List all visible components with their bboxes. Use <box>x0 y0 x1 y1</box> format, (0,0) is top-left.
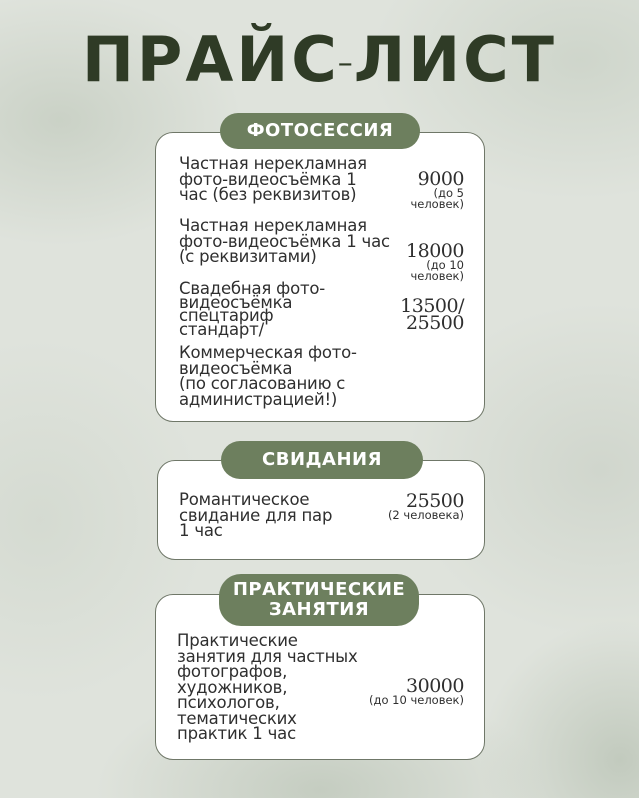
item-line: свидание для пар <box>179 505 333 525</box>
dates-header-label: СВИДАНИЯ <box>262 449 382 470</box>
photosession-item-1 <box>179 156 367 203</box>
photosession-item-4 <box>179 345 357 407</box>
item-line: Частная нерекламная <box>179 154 367 173</box>
photosession-item-3-price <box>400 295 464 334</box>
dates-item-1-price <box>387 490 464 522</box>
item-line: практик 1 час <box>177 724 296 743</box>
practice-header-line-2: ЗАНЯТИЯ <box>268 599 370 620</box>
price-note: (до 10 <box>426 258 464 272</box>
item-line: Романтическое <box>179 490 310 509</box>
price-note: (до 10 человек) <box>369 693 464 707</box>
title-dash: – <box>337 45 356 81</box>
item-line: художников, <box>177 677 288 697</box>
price-amount: 30000 <box>406 675 464 697</box>
price-amount: 13500/ <box>400 295 464 317</box>
item-line: спецтариф <box>179 306 274 325</box>
item-line: Частная нерекламная <box>179 216 367 235</box>
item-line: занятия для частных <box>177 646 358 666</box>
price-note: (2 человека) <box>387 508 464 522</box>
practice-header-line-1: ПРАКТИЧЕСКИЕ <box>232 579 406 600</box>
item-line: фотографов, <box>177 662 288 681</box>
item-line: видеосъёмка <box>179 358 293 378</box>
item-line: тематических <box>177 708 297 728</box>
item-line: Свадебная фото- <box>179 279 326 298</box>
practice-item-1-price <box>369 675 464 707</box>
item-line: Коммерческая фото- <box>179 343 357 362</box>
item-line: психологов, <box>177 693 280 712</box>
item-line: видеосъёмка <box>179 292 293 312</box>
item-line: Практические <box>177 631 298 650</box>
photosession-item-1-price <box>410 168 464 211</box>
photosession-item-2 <box>179 218 390 265</box>
photosession-item-2-price <box>406 240 464 283</box>
item-line: 1 час <box>179 521 223 540</box>
price-note: человек) <box>410 269 464 283</box>
photosession-header-label: ФОТОСЕССИЯ <box>246 120 394 141</box>
price-amount: 25500 <box>406 312 464 334</box>
dates-header <box>221 441 423 479</box>
item-line: стандарт/ <box>179 319 264 339</box>
practice-item-1 <box>177 633 358 742</box>
price-amount: 18000 <box>406 240 464 262</box>
item-line: фото-видеосъёмка 1 час <box>179 231 390 251</box>
item-line: (по согласованию с <box>179 374 346 393</box>
title-part-2: ЛИСТ <box>353 23 557 96</box>
item-line: (с реквизитами) <box>179 247 317 266</box>
item-line: час (без реквизитов) <box>179 185 357 204</box>
item-line: администрацией!) <box>179 389 338 409</box>
price-note: (до 5 <box>433 186 464 200</box>
price-amount: 9000 <box>417 168 464 190</box>
page-title <box>0 22 639 102</box>
title-part-1: ПРАЙС <box>82 23 340 96</box>
price-note: человек) <box>410 197 464 211</box>
price-amount: 25500 <box>406 490 464 512</box>
photosession-item-3 <box>179 279 326 339</box>
photosession-header <box>220 113 420 149</box>
item-line: фото-видеосъёмка 1 <box>179 169 357 189</box>
practice-header <box>219 574 419 626</box>
dates-item-1 <box>179 492 332 539</box>
